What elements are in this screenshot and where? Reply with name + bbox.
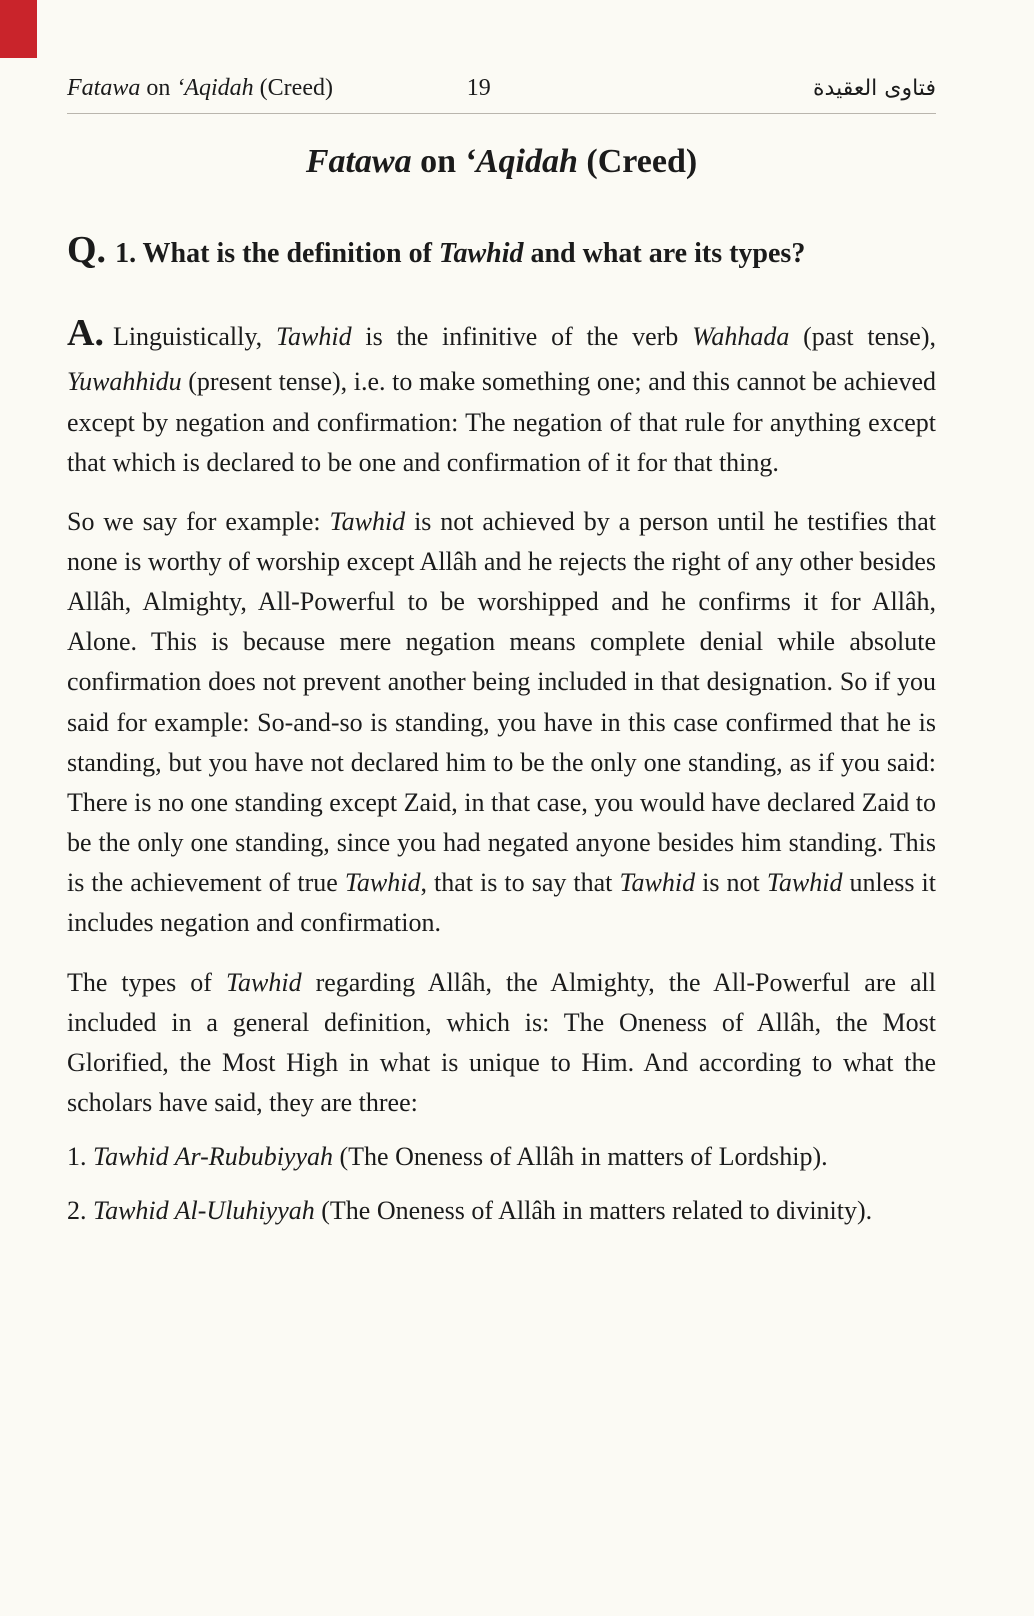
list-item: 2. Tawhid Al-Uluhiyyah (The Oneness of Allâh in matters related to divinity). — [67, 1196, 873, 1226]
question-text: 1. What is the definition of Tawhid and what are its types? — [115, 237, 806, 269]
page-header — [67, 74, 936, 103]
answer-paragraph — [67, 304, 936, 483]
question-block — [67, 223, 936, 278]
header-running-title: Fatawa on ‘Aqidah (Creed) — [67, 75, 333, 101]
page-number: 19 — [466, 75, 491, 101]
header-arabic-title: فتاوى العقيدة — [813, 76, 936, 101]
body-paragraph: The types of Tawhid regarding Allâh, the Almighty, the All-Powerful are all included in a general definition, which is: The Oneness of Allâh, the Most Glorified, the Most High in what is unique to Him. And according to what the scholars have said, they are three: — [67, 967, 937, 1118]
question-label: Q. — [67, 228, 107, 271]
chapter-title: Fatawa on ‘Aqidah (Creed) — [305, 142, 698, 180]
answer-text: Linguistically, Tawhid is the infinitive of the verb Wahhada (past tense), Yuwahhidu (present tense), i.e. to make something one; and this cannot be achieved except by negation and confirmation: The negation of that rule for anything except that which is declared to be one and confirmation of it for that thing. — [67, 321, 937, 477]
book-cover-edge — [0, 0, 37, 58]
body-paragraph: So we say for example: Tawhid is not achieved by a person until he testifies that none is worthy of worship except Allâh and he rejects the right of any other besides Allâh, Almighty, All-Powerful to be worshipped and he confirms it for Allâh, Alone. This is because mere negation means complete denial while absolute confirmation does not prevent another being included in that designation. So if you said for example: So-and-so is standing, you have in this case confirmed that he is standing, but you have not declared him to be the only one standing, as if you said: There is no one standing except Zaid, in that case, you would have declared Zaid to be the only one standing, since you had negated anyone besides him standing. This is the achievement of true Tawhid, that is to say that Tawhid is not Tawhid unless it includes negation and confirmation. — [67, 506, 937, 938]
header-divider — [67, 113, 936, 114]
list-item: 1. Tawhid Ar-Rububiyyah (The Oneness of Allâh in matters of Lordship). — [67, 1142, 828, 1172]
answer-label: A. — [67, 311, 104, 354]
